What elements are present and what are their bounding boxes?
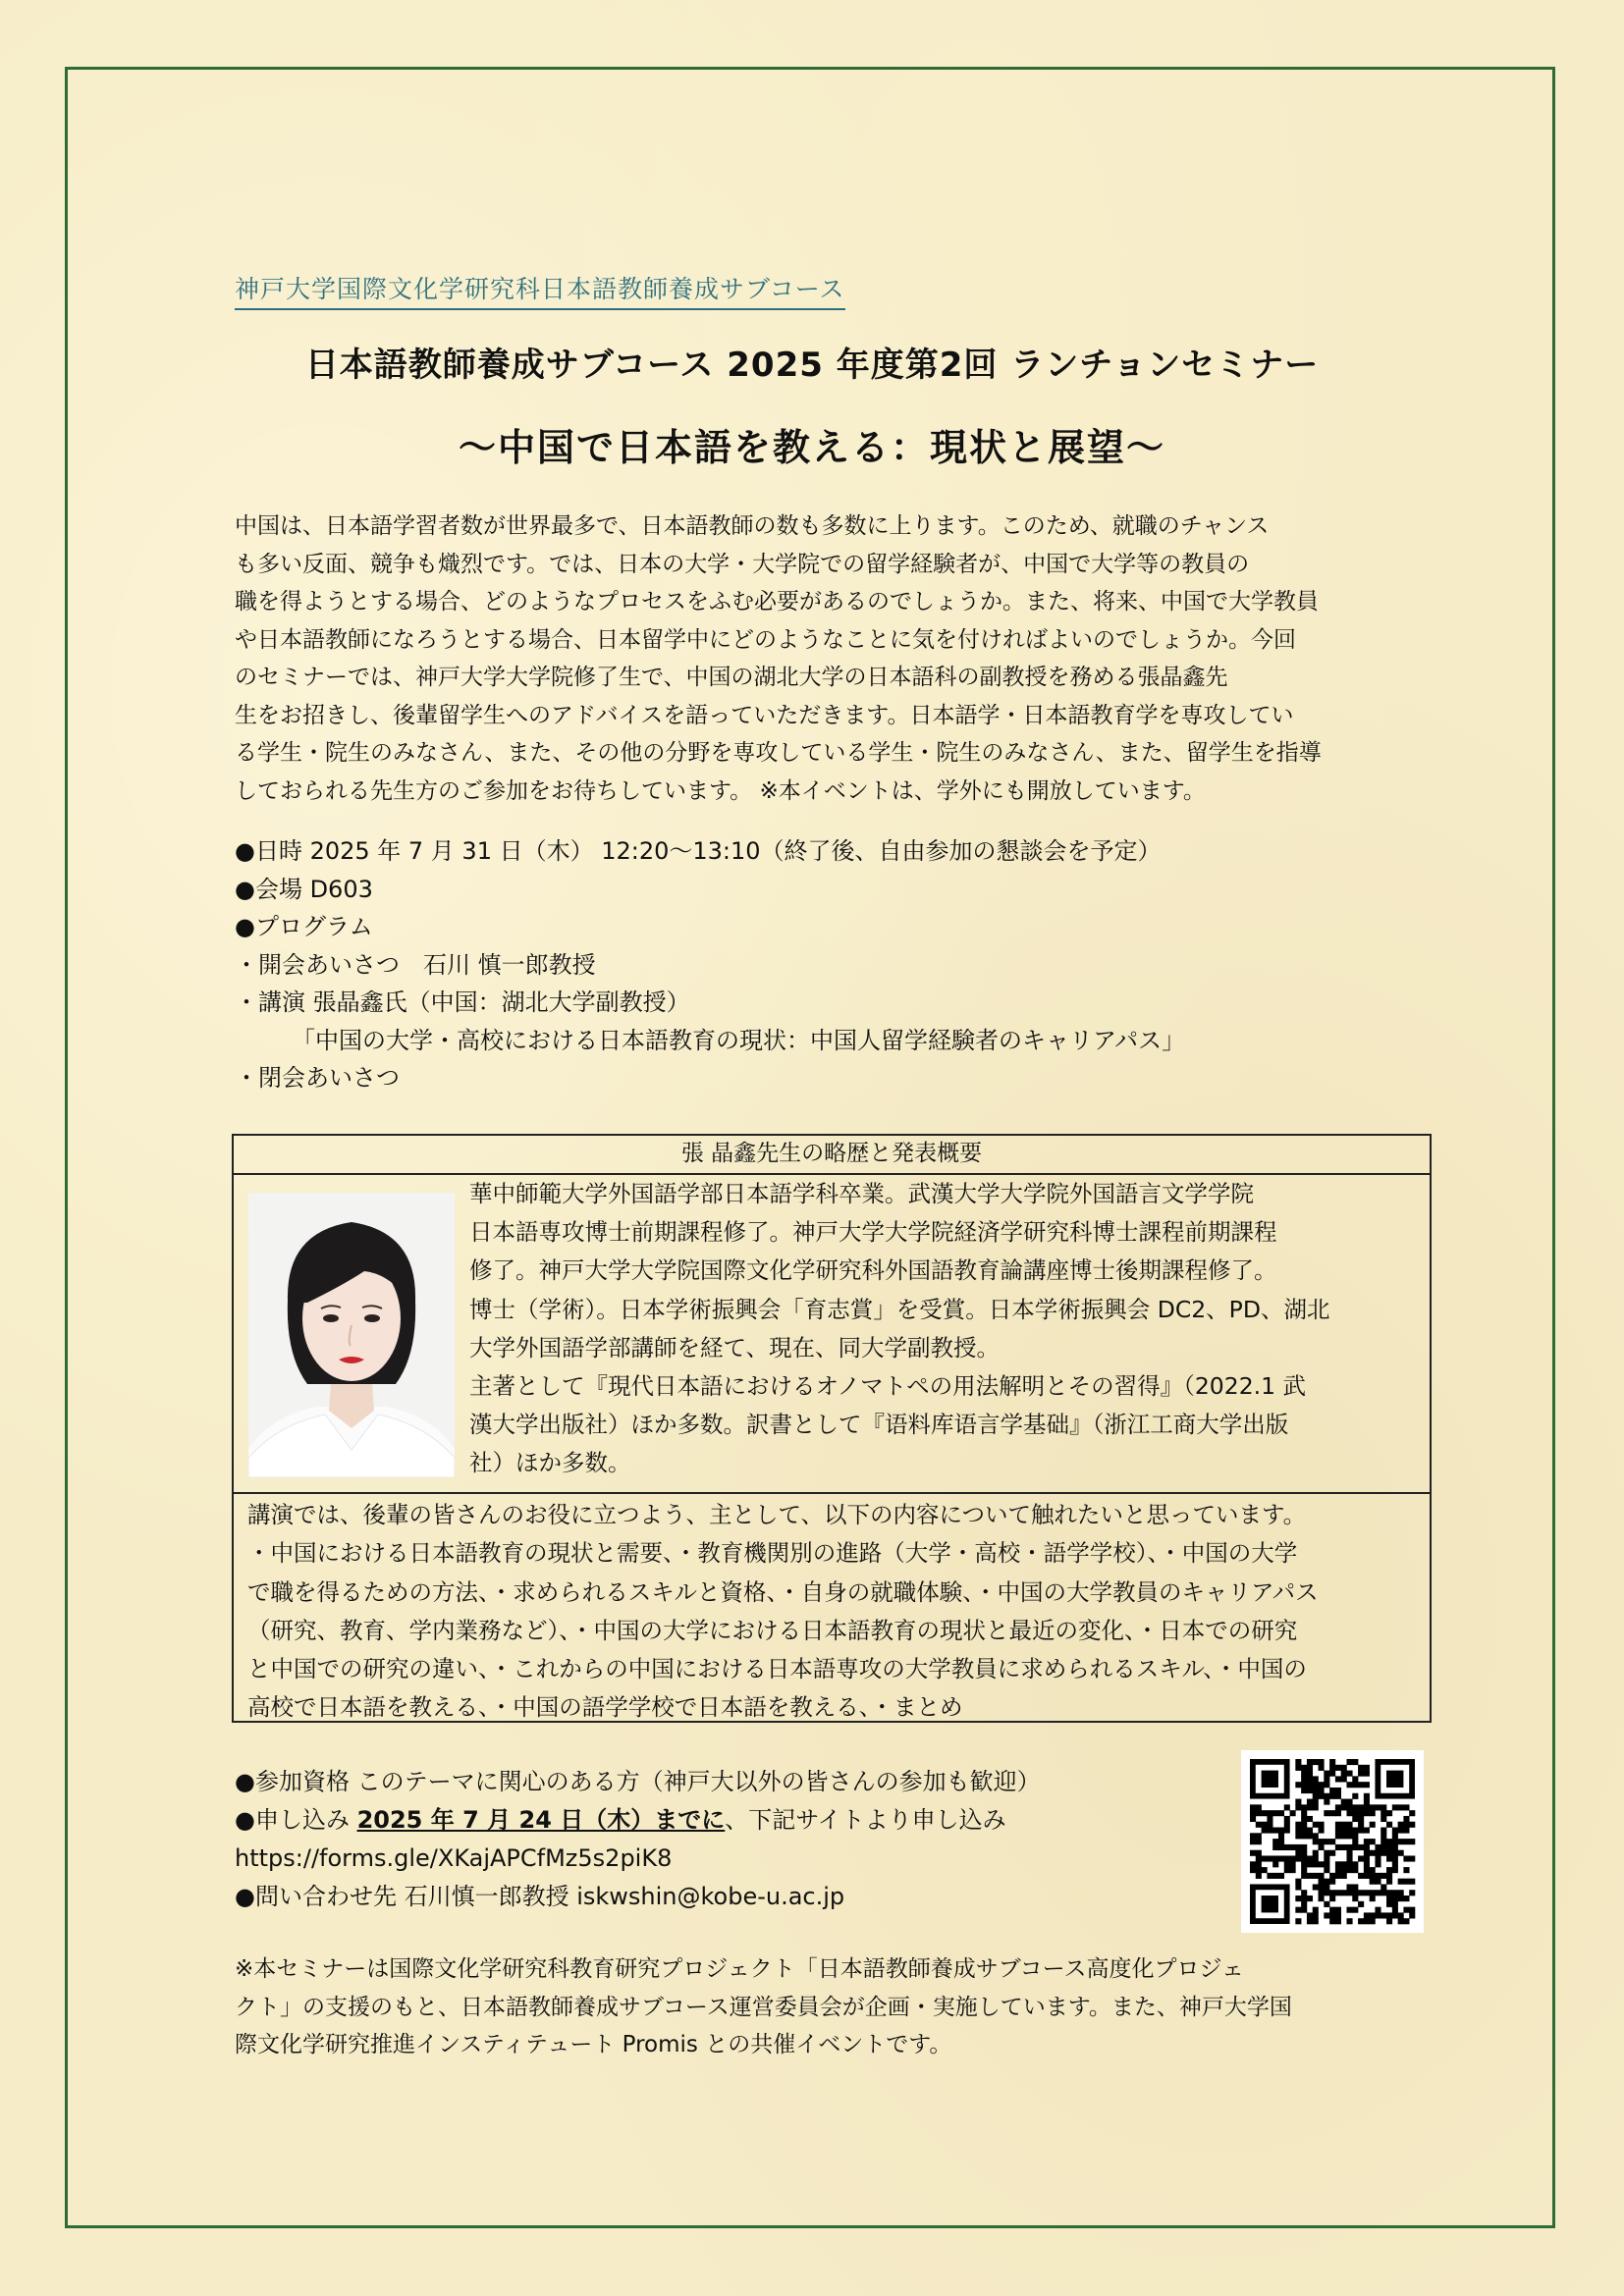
application-url[interactable]: https://forms.gle/XKajAPCfMz5s2piK8 bbox=[235, 1844, 673, 1872]
registration-info bbox=[235, 1763, 1041, 1916]
application-instruction: 、下記サイトより申し込み bbox=[725, 1806, 1006, 1834]
intro-line: 生をお招きし、後輩留学生へのアドバイスを語っていただきます。日本語学・日本語教育学を専攻してい bbox=[235, 702, 1294, 728]
speaker-bio-box bbox=[232, 1134, 1432, 1723]
event-info bbox=[235, 832, 1185, 1097]
qr-code-image bbox=[1241, 1750, 1424, 1933]
bio-line: 修了。神戸大学大学院国際文化学研究科外国語教育論講座博士後期課程修了。 bbox=[469, 1256, 1277, 1285]
bio-line: 華中師範大学外国語学部日本語学科卒業。武漢大学大学院外国語言文学学院 bbox=[469, 1180, 1254, 1207]
intro-paragraph bbox=[235, 507, 1388, 810]
qr-code-icon[interactable] bbox=[1241, 1750, 1424, 1933]
intro-line: や日本語教師になろうとする場合、日本留学中にどのようなことに気を付ければよいのでしょうか。今回 bbox=[235, 626, 1296, 653]
organization-name: 神戸大学国際文化学研究科日本語教師養成サブコース bbox=[235, 270, 845, 310]
bio-profile-section bbox=[234, 1175, 1430, 1494]
seminar-subtitle: ～中国で日本語を教える：現状と展望～ bbox=[458, 426, 1165, 469]
intro-line: 職を得ようとする場合、どのようなプロセスをふむ必要があるのでしょうか。また、将来、中国で大学教員 bbox=[235, 589, 1319, 614]
lecture-summary bbox=[234, 1494, 1430, 1728]
application-deadline: 2025 年 7 月 24 日（木）までに bbox=[356, 1806, 726, 1834]
bio-line: 漢大学出版社）ほか多数。訳書として『语料库语言学基础』（浙江工商大学出版 bbox=[469, 1411, 1289, 1439]
summary-line: と中国での研究の違い、・これからの中国における日本語専攻の大学教員に求められるスキル、・中国の bbox=[247, 1655, 1307, 1683]
speaker-portrait-image bbox=[248, 1193, 455, 1477]
intro-line: も多い反面、競争も熾烈です。では、日本の大学・大学院での留学経験者が、中国で大学等の教員の bbox=[235, 551, 1250, 577]
bio-line: 日本語専攻博士前期課程修了。神戸大学大学院経済学研究科博士課程前期課程 bbox=[469, 1218, 1277, 1247]
intro-line: のセミナーでは、神戸大学大学院修了生で、中国の湖北大学の日本語科の副教授を務める張晶鑫先 bbox=[235, 665, 1228, 690]
footnote bbox=[235, 1950, 1388, 2064]
summary-line: （研究、教育、学内業務など）、・中国の大学における日本語教育の現状と最近の変化、・日本での研究 bbox=[247, 1616, 1298, 1644]
summary-line: 講演では、後輩の皆さんのお役に立つよう、主として、以下の内容について触れたいと思っています。 bbox=[247, 1501, 1307, 1528]
summary-line: 高校で日本語を教える、・中国の語学学校で日本語を教える、・まとめ bbox=[247, 1693, 963, 1722]
application-label: ●申し込み bbox=[235, 1806, 357, 1834]
intro-line: 中国は、日本語学習者数が世界最多で、日本語教師の数も多数に上ります。このため、就職のチャンス bbox=[235, 513, 1270, 539]
application-line bbox=[235, 1801, 1041, 1840]
intro-line: る学生・院生のみなさん、また、その他の分野を専攻している学生・院生のみなさん、また、留学生を指導 bbox=[235, 740, 1322, 766]
summary-line: で職を得るための方法、・求められるスキルと資格、・自身の就職体験、・中国の大学教員のキャリアパス bbox=[247, 1577, 1319, 1606]
summary-line: ・中国における日本語教育の現状と需要、・教育機関別の進路（大学・高校・語学学校）、・中国の大学 bbox=[247, 1539, 1298, 1568]
event-venue: ●会場 D603 bbox=[235, 875, 373, 903]
program-item: ・講演 張晶鑫氏（中国：湖北大学副教授） bbox=[235, 988, 690, 1016]
bio-profile-text bbox=[469, 1175, 1420, 1483]
bio-heading: 張 晶鑫先生の略歴と発表概要 bbox=[234, 1136, 1430, 1175]
seminar-title: 日本語教師養成サブコース 2025 年度第2回 ランチョンセミナー bbox=[304, 346, 1320, 385]
intro-line: しておられる先生方のご参加をお待ちしています。 ※本イベントは、学外にも開放しています。 bbox=[235, 777, 1206, 804]
bio-line: 社）ほか多数。 bbox=[469, 1449, 631, 1477]
bio-line: 大学外国語学部講師を経て、現在、同大学副教授。 bbox=[469, 1333, 1001, 1362]
bio-line: 主著として『現代日本語におけるオノマトペの用法解明とその習得』（2022.1 武 bbox=[469, 1372, 1307, 1401]
event-datetime: ●日時 2025 年 7 月 31 日（木） 12:20～13:10（終了後、自由参加の懇談会を予定） bbox=[235, 837, 1162, 865]
eligibility: ●参加資格 このテーマに関心のある方（神戸大以外の皆さんの参加も歓迎） bbox=[235, 1768, 1041, 1795]
program-item: ・閉会あいさつ bbox=[235, 1064, 400, 1092]
bio-line: 博士（学術）。日本学術振興会「育志賞」を受賞。日本学術振興会 DC2、PD、湖北 bbox=[469, 1295, 1330, 1323]
lecture-title: 「中国の大学・高校における日本語教育の現状：中国人留学経験者のキャリアパス」 bbox=[292, 1026, 1186, 1054]
program-heading: ●プログラム bbox=[235, 913, 373, 940]
note-line: ※本セミナーは国際文化学研究科教育研究プロジェクト「日本語教師養成サブコース高度化プロジェ bbox=[235, 1956, 1245, 1982]
note-line: 際文化学研究推進インスティテュート Promis との共催イベントです。 bbox=[235, 2032, 952, 2057]
speaker-photo bbox=[248, 1193, 455, 1477]
note-line: クト」の支援のもと、日本語教師養成サブコース運営委員会が企画・実施しています。また、神戸大学国 bbox=[235, 1994, 1292, 2020]
contact-info[interactable]: ●問い合わせ先 石川慎一郎教授 iskwshin@kobe-u.ac.jp bbox=[235, 1883, 845, 1910]
program-item: ・開会あいさつ 石川 慎一郎教授 bbox=[235, 950, 596, 979]
